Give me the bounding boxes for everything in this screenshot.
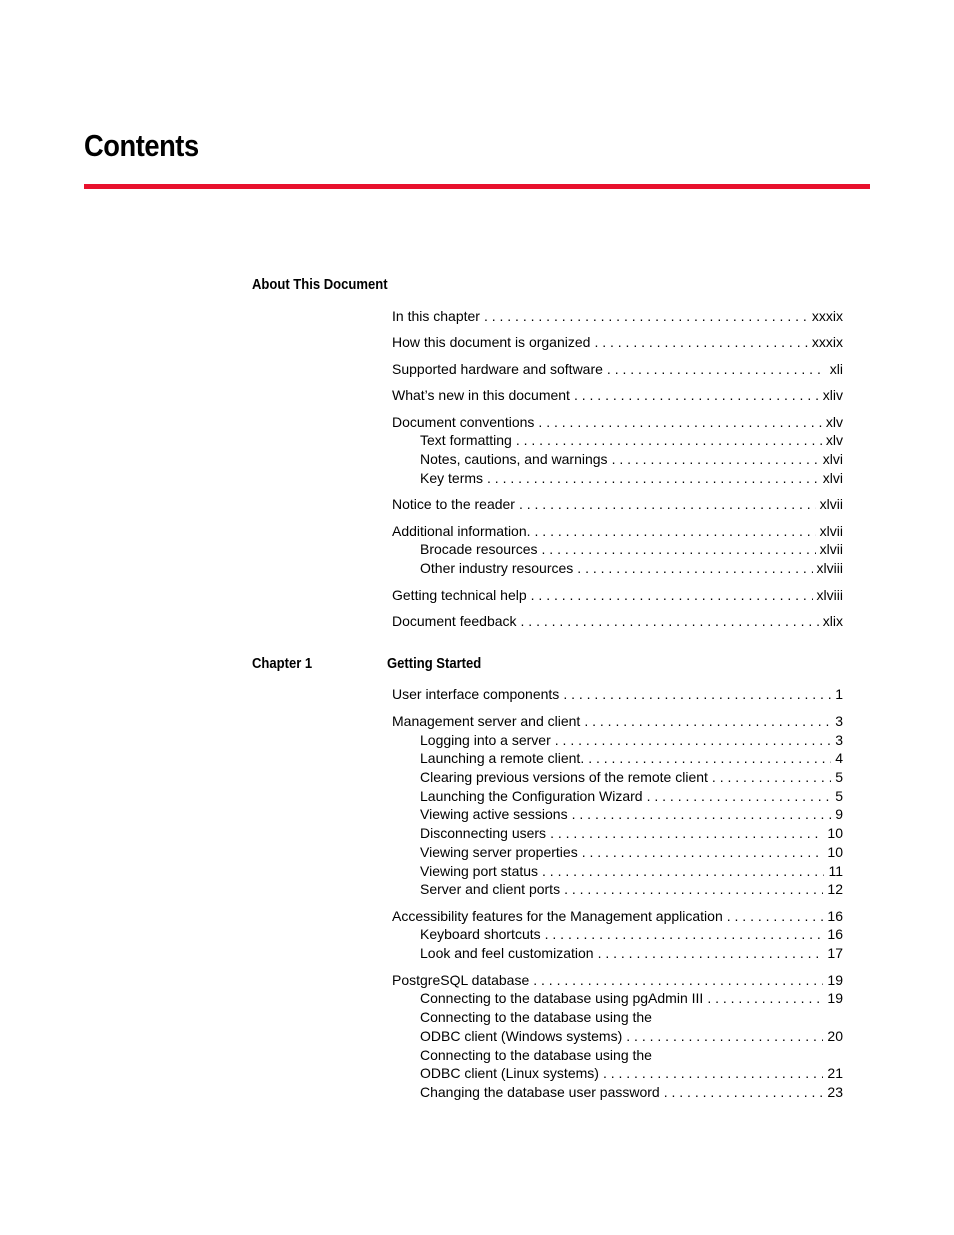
- toc-entry-label: User interface components: [392, 686, 560, 702]
- toc-entry[interactable]: [420, 1046, 843, 1065]
- toc-entry-label: Look and feel customization: [420, 945, 594, 961]
- toc-entry-label: Document conventions: [392, 414, 535, 430]
- toc-entry-page-number: 16: [827, 908, 843, 924]
- toc-entry-label: Notes, cautions, and warnings: [420, 451, 608, 467]
- toc-entry-label: Launching the Configuration Wizard: [420, 788, 643, 804]
- toc-entry[interactable]: [420, 1083, 843, 1102]
- toc-entry[interactable]: [392, 712, 843, 731]
- toc-entry-label: Additional information.: [392, 523, 531, 539]
- toc-entry-label: Viewing port status: [420, 863, 539, 879]
- toc-entry[interactable]: [392, 522, 843, 541]
- dot-leader: [516, 431, 822, 450]
- toc-entry[interactable]: [420, 731, 843, 750]
- toc-entry-label: How this document is organized: [392, 334, 591, 350]
- toc-entry[interactable]: [392, 360, 843, 379]
- toc-entry[interactable]: [420, 880, 843, 899]
- toc-entry-page-number: xli: [829, 361, 843, 377]
- toc-entry-page-number: xlvii: [819, 523, 843, 539]
- toc-entry[interactable]: [392, 685, 843, 704]
- toc-entry-page-number: 16: [827, 926, 843, 942]
- toc-entry-label: Key terms: [420, 470, 484, 486]
- toc-entry-page-number: 5: [835, 769, 843, 785]
- toc-entry-page-number: 11: [828, 863, 843, 879]
- dot-leader: [647, 787, 832, 806]
- toc-entry-page-number: 3: [835, 713, 843, 729]
- dot-leader: [535, 522, 816, 541]
- toc-entry-page-number: 9: [835, 806, 843, 822]
- dot-leader: [538, 413, 821, 432]
- toc-entry-label: Server and client ports: [420, 881, 561, 897]
- toc-entry[interactable]: [420, 862, 843, 881]
- toc-entry-label: Launching a remote client.: [420, 750, 585, 766]
- toc-entry-label: Changing the database user password: [420, 1084, 660, 1100]
- toc-entry[interactable]: [420, 749, 843, 768]
- toc-entry-page-number: 10: [827, 844, 843, 860]
- toc-entry-page-number: xlviii: [816, 560, 843, 576]
- toc-entry-page-number: xxxix: [811, 334, 843, 350]
- dot-leader: [487, 469, 819, 488]
- toc-entry[interactable]: [420, 944, 843, 963]
- toc-entry-label: Notice to the reader: [392, 496, 515, 512]
- toc-entry-page-number: 1: [835, 686, 843, 702]
- dot-leader: [707, 989, 823, 1008]
- dot-leader: [664, 1083, 824, 1102]
- toc-entry-label: Other industry resources: [420, 560, 574, 576]
- toc-entry[interactable]: [392, 907, 843, 926]
- dot-leader: [519, 495, 816, 514]
- dot-leader: [577, 559, 812, 578]
- toc-entry-label: Connecting to the database using the: [420, 1047, 652, 1063]
- toc-entry[interactable]: [420, 559, 843, 578]
- title-rule: [84, 184, 870, 189]
- toc-entry[interactable]: [420, 1008, 843, 1027]
- toc-entry[interactable]: [392, 307, 843, 326]
- dot-leader: [598, 944, 824, 963]
- toc-entry-label: Viewing server properties: [420, 844, 578, 860]
- toc-entry-label: Management server and client: [392, 713, 581, 729]
- toc-entry-page-number: xlix: [822, 613, 843, 629]
- toc-entry[interactable]: [392, 612, 843, 631]
- dot-leader: [603, 1064, 823, 1083]
- toc-entry[interactable]: [420, 450, 843, 469]
- toc-entry-label: Viewing active sessions: [420, 806, 568, 822]
- toc-entry-page-number: 3: [835, 732, 843, 748]
- toc-entry-label: Accessibility features for the Management application: [392, 908, 723, 924]
- toc-entry-label: Disconnecting users: [420, 825, 547, 841]
- section-heading-about: About This Document: [252, 277, 388, 293]
- toc-entry-page-number: xliv: [822, 387, 843, 403]
- toc-entry[interactable]: [420, 787, 843, 806]
- dot-leader: [542, 540, 816, 559]
- dot-leader: [545, 925, 824, 944]
- dot-leader: [594, 333, 807, 352]
- toc-entry[interactable]: [392, 586, 843, 605]
- toc-entry-page-number: 12: [827, 881, 843, 897]
- toc-entry-label: What’s new in this document: [392, 387, 570, 403]
- toc-entry-label: ODBC client (Windows systems): [420, 1028, 623, 1044]
- toc-entry-page-number: 23: [827, 1084, 843, 1100]
- toc-entry-label: Getting technical help: [392, 587, 527, 603]
- toc-entry[interactable]: [392, 413, 843, 432]
- toc-entry[interactable]: [420, 1064, 843, 1083]
- toc-entry-page-number: 5: [835, 788, 843, 804]
- toc-entry-page-number: xlvii: [819, 496, 843, 512]
- dot-leader: [607, 360, 826, 379]
- toc-entry-label: Logging into a server: [420, 732, 551, 748]
- toc-entry[interactable]: [420, 843, 843, 862]
- toc-entry-page-number: xxxix: [811, 308, 843, 324]
- chapter-title: Getting Started: [387, 656, 482, 672]
- toc-entry-page-number: 20: [827, 1028, 843, 1044]
- toc-entry-label: Connecting to the database using the: [420, 1009, 652, 1025]
- dot-leader: [484, 307, 808, 326]
- toc-entry-label: Brocade resources: [420, 541, 538, 557]
- toc-entry[interactable]: [392, 386, 843, 405]
- toc-entry[interactable]: [420, 469, 843, 488]
- toc-entry-page-number: xlvi: [822, 470, 843, 486]
- chapter-number: Chapter 1: [252, 656, 313, 672]
- dot-leader: [626, 1027, 823, 1046]
- dot-leader: [533, 971, 823, 990]
- toc-entry[interactable]: [392, 495, 843, 514]
- toc-entry[interactable]: [392, 971, 843, 990]
- dot-leader: [612, 450, 819, 469]
- dot-leader: [563, 685, 831, 704]
- dot-leader: [582, 843, 824, 862]
- dot-leader: [727, 907, 824, 926]
- toc-entry[interactable]: [392, 333, 843, 352]
- toc-entry[interactable]: [420, 824, 843, 843]
- dot-leader: [550, 824, 823, 843]
- toc-entry[interactable]: [420, 989, 843, 1008]
- dot-leader: [564, 880, 823, 899]
- toc-entry-label: Supported hardware and software: [392, 361, 603, 377]
- dot-leader: [531, 586, 813, 605]
- page-title: Contents: [84, 128, 199, 163]
- toc-entry-page-number: xlv: [825, 432, 843, 448]
- dot-leader: [542, 862, 824, 881]
- toc-entry-page-number: 4: [835, 750, 843, 766]
- toc-entry-label: Clearing previous versions of the remote client: [420, 769, 708, 785]
- toc-entry-page-number: xlvi: [822, 451, 843, 467]
- toc-entry[interactable]: [420, 540, 843, 559]
- toc-entry-page-number: xlviii: [816, 587, 843, 603]
- dot-leader: [521, 612, 819, 631]
- toc-entry[interactable]: [420, 431, 843, 450]
- dot-leader: [574, 386, 819, 405]
- dot-leader: [712, 768, 831, 787]
- toc-entry[interactable]: [420, 805, 843, 824]
- dot-leader: [555, 731, 831, 750]
- toc-entry[interactable]: [420, 768, 843, 787]
- toc-entry[interactable]: [420, 1027, 843, 1046]
- toc-entry-page-number: 17: [827, 945, 843, 961]
- toc-entry-page-number: 10: [827, 825, 843, 841]
- toc-entry-label: In this chapter: [392, 308, 480, 324]
- toc-entry-label: ODBC client (Linux systems): [420, 1065, 599, 1081]
- toc-entry-page-number: 19: [827, 972, 843, 988]
- dot-leader: [588, 749, 831, 768]
- dot-leader: [584, 712, 831, 731]
- toc-entry-page-number: xlv: [825, 414, 843, 430]
- toc-entry-label: PostgreSQL database: [392, 972, 530, 988]
- toc-entry-page-number: 21: [827, 1065, 843, 1081]
- toc-entry[interactable]: [420, 925, 843, 944]
- toc-entry-label: Text formatting: [420, 432, 512, 448]
- toc-entry-page-number: xlvii: [819, 541, 843, 557]
- toc-entry-label: Connecting to the database using pgAdmin III: [420, 990, 704, 1006]
- toc-entry-label: Document feedback: [392, 613, 517, 629]
- dot-leader: [572, 805, 832, 824]
- toc-entry-page-number: 19: [827, 990, 843, 1006]
- toc-entry-label: Keyboard shortcuts: [420, 926, 541, 942]
